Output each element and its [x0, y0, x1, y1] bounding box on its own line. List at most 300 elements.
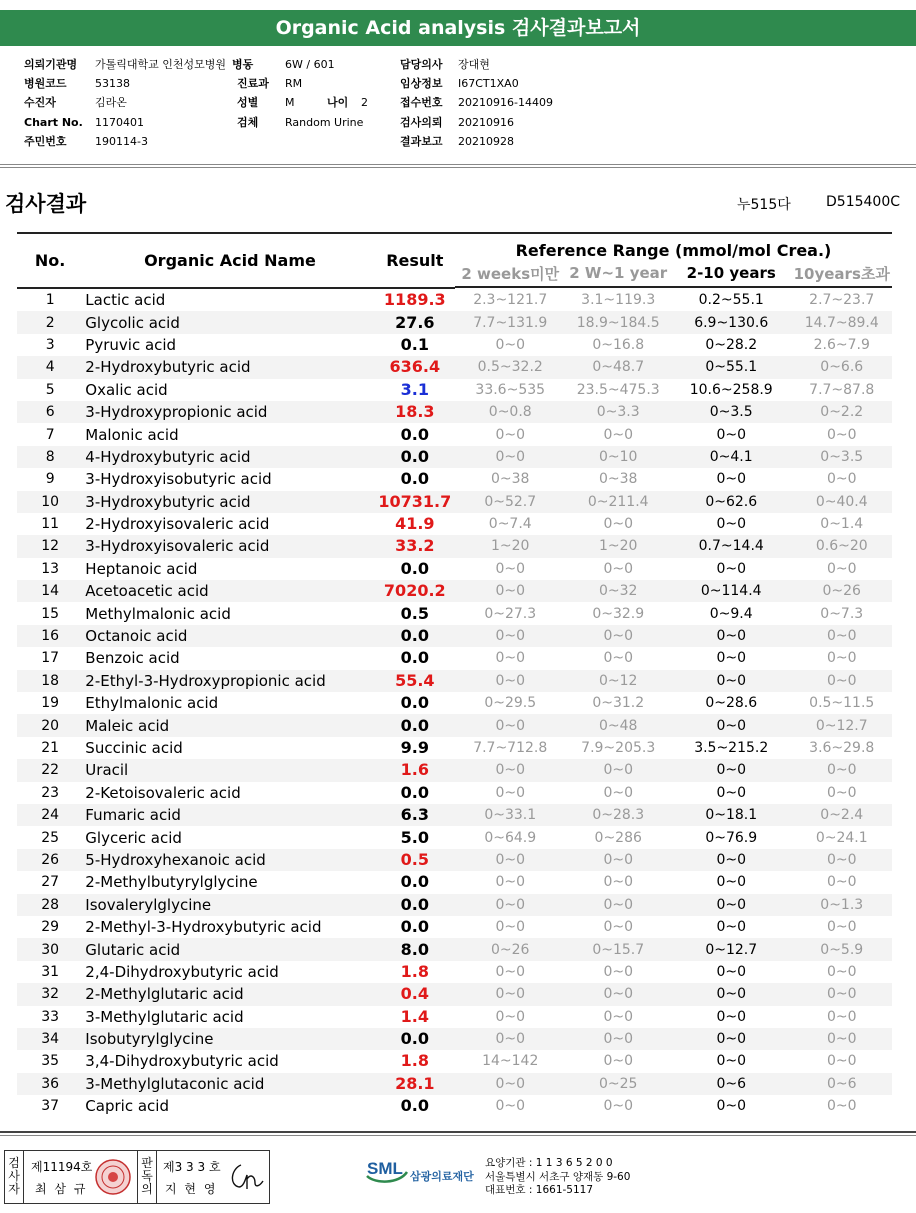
table-row — [17, 916, 892, 938]
row-ref-2-10y: 3.5~215.2 — [694, 740, 769, 756]
divider — [156, 1151, 157, 1203]
row-ref-2w-1y: 0~3.3 — [565, 401, 670, 423]
row-ref-2-10y: 0~0 — [716, 426, 746, 443]
row-result: 0.0 — [400, 469, 429, 489]
info-label: Chart No. — [24, 116, 83, 129]
row-no: 1 — [45, 292, 55, 309]
row-ref-2weeks: 0~0 — [455, 1028, 566, 1050]
table-row — [17, 849, 892, 871]
row-ref-10y: 0~0 — [826, 471, 857, 488]
info-label: 나이 — [327, 96, 349, 109]
row-no: 26 — [17, 849, 83, 871]
row-ref-10y: 0~2.4 — [792, 804, 893, 826]
row-name: 4-Hydroxybutyric acid — [83, 446, 374, 468]
info-value: M — [285, 96, 295, 109]
row-ref-2w-1y: 0~0 — [565, 625, 670, 647]
row-ref-10y: 0.5~11.5 — [809, 695, 875, 712]
row-name: 2-Ketoisovaleric acid — [85, 783, 241, 802]
row-ref-10y: 0~0 — [826, 560, 857, 577]
row-result: 0.5 — [375, 849, 455, 871]
signature-icon — [225, 1159, 265, 1195]
row-ref-2-10y: 0~12.7 — [671, 938, 792, 960]
row-ref-2-10y: 0~0 — [671, 983, 792, 1005]
row-ref-2w-1y: 0~0 — [603, 426, 633, 443]
results-body — [17, 288, 892, 1117]
row-ref-2-10y: 0~3.5 — [671, 401, 792, 423]
row-no: 36 — [17, 1073, 83, 1095]
row-ref-2w-1y: 0~0 — [603, 963, 633, 980]
row-no: 29 — [41, 919, 60, 936]
info-label: 검체 — [237, 116, 259, 129]
row-ref-2-10y: 0~0 — [716, 560, 746, 577]
row-ref-2-10y: 0~0 — [671, 670, 792, 692]
info-label: 병동 — [232, 58, 254, 71]
row-ref-2weeks: 0~7.4 — [488, 516, 532, 533]
header-reference: Reference Range (mmol/mol Crea.) — [515, 241, 832, 260]
row-no: 35 — [41, 1053, 60, 1070]
header-name: Organic Acid Name — [144, 251, 316, 270]
info-label: 병원코드 — [24, 77, 67, 90]
row-ref-2weeks: 0~0 — [495, 336, 525, 353]
row-no: 2 — [17, 311, 83, 333]
row-ref-2w-1y: 0~0 — [603, 1098, 633, 1115]
divider — [0, 1131, 916, 1133]
table-row — [17, 1073, 892, 1095]
info-value: 53138 — [95, 77, 130, 90]
table-row — [17, 625, 892, 647]
row-ref-2weeks: 0~0 — [495, 963, 525, 980]
row-no: 17 — [41, 650, 60, 667]
row-name: 3-Hydroxypropionic acid — [83, 401, 374, 423]
row-ref-10y: 0~0 — [792, 759, 893, 781]
row-name: 3-Hydroxyisovaleric acid — [83, 535, 374, 557]
row-result: 6.3 — [375, 804, 455, 826]
row-ref-2w-1y: 0~0 — [603, 516, 633, 533]
info-label: 임상정보 — [400, 77, 443, 90]
row-no: 31 — [41, 963, 60, 980]
row-result: 0.0 — [400, 424, 429, 444]
table-row — [17, 871, 892, 893]
row-name: 2-Ethyl-3-Hydroxypropionic acid — [83, 670, 374, 692]
row-result: 0.5 — [400, 603, 429, 623]
row-ref-2w-1y: 0~16.8 — [592, 336, 645, 353]
row-ref-2w-1y: 0~28.3 — [565, 804, 670, 826]
row-ref-2-10y: 10.6~258.9 — [689, 381, 773, 398]
row-ref-10y: 0~1.3 — [792, 894, 893, 916]
inspector-label: 검사자 — [8, 1156, 20, 1196]
row-ref-2w-1y: 0~0 — [603, 919, 633, 936]
row-ref-2weeks: 0~0 — [455, 849, 566, 871]
table-row — [17, 670, 892, 692]
row-name: 5-Hydroxyhexanoic acid — [83, 849, 374, 871]
row-name: 3,4-Dihydroxybutyric acid — [85, 1052, 279, 1071]
row-ref-2weeks: 0~0 — [455, 670, 566, 692]
row-name: 2-Methylbutyrylglycine — [85, 873, 258, 892]
row-name: Ethylmalonic acid — [85, 694, 219, 713]
sml-logo-text: SML — [367, 1159, 403, 1178]
divider — [0, 167, 916, 168]
row-ref-2w-1y: 0~211.4 — [565, 491, 670, 513]
row-ref-2w-1y: 0~0 — [603, 874, 633, 891]
row-ref-10y: 0~0 — [826, 650, 857, 667]
row-ref-2-10y: 0~0 — [671, 714, 792, 736]
row-ref-2-10y: 6.9~130.6 — [671, 311, 792, 333]
row-ref-10y: 0~5.9 — [792, 938, 893, 960]
row-ref-10y: 0~0 — [826, 1053, 857, 1070]
row-no: 9 — [45, 471, 55, 488]
row-ref-2weeks: 0~0 — [455, 625, 566, 647]
table-row — [17, 401, 892, 423]
row-ref-2weeks: 0~64.9 — [484, 829, 537, 846]
info-value: 6W / 601 — [285, 58, 335, 71]
row-ref-10y: 0~0 — [792, 670, 893, 692]
row-ref-2w-1y: 0~32.9 — [592, 605, 645, 622]
row-ref-10y: 0~0 — [792, 1028, 893, 1050]
table-row — [17, 647, 892, 669]
info-value: 장대현 — [458, 58, 490, 71]
row-ref-2-10y: 0~0 — [716, 874, 746, 891]
row-no: 8 — [17, 446, 83, 468]
row-no: 13 — [41, 560, 60, 577]
row-ref-2w-1y: 0~25 — [565, 1073, 670, 1095]
table-row — [17, 938, 892, 960]
reviewer-name: 지 현 영 — [165, 1182, 218, 1196]
patient-info — [0, 50, 916, 160]
row-name: Octanoic acid — [83, 625, 374, 647]
info-label: 검사의뢰 — [400, 116, 443, 129]
divider — [0, 164, 916, 165]
row-ref-2-10y: 0~0 — [716, 1008, 746, 1025]
info-label: 수진자 — [24, 96, 56, 109]
row-no: 15 — [41, 605, 60, 622]
row-result: 0.0 — [375, 714, 455, 736]
row-result: 0.0 — [375, 1028, 455, 1050]
row-result: 0.0 — [400, 693, 429, 713]
row-ref-2w-1y: 0~31.2 — [592, 695, 645, 712]
row-ref-2w-1y: 18.9~184.5 — [565, 311, 670, 333]
row-name: 2-Hydroxybutyric acid — [83, 356, 374, 378]
row-result: 0.0 — [400, 648, 429, 668]
org-details — [485, 1157, 630, 1198]
row-name: Maleic acid — [83, 714, 374, 736]
row-result: 0.0 — [375, 625, 455, 647]
row-no: 10 — [17, 491, 83, 513]
row-ref-2w-1y: 0~0 — [603, 784, 633, 801]
row-no: 20 — [17, 714, 83, 736]
row-ref-2w-1y: 0~286 — [594, 829, 642, 846]
row-ref-10y: 0~0 — [826, 874, 857, 891]
row-ref-2weeks: 0~0 — [495, 1008, 525, 1025]
row-name: Pyruvic acid — [85, 335, 177, 354]
row-ref-2w-1y: 0~0 — [565, 983, 670, 1005]
info-value: 가톨릭대학교 인천성모병원 — [95, 58, 227, 71]
header-no: No. — [34, 251, 66, 270]
row-ref-10y: 0~6.6 — [792, 356, 893, 378]
row-no: 7 — [45, 426, 55, 443]
info-value: 20210928 — [458, 135, 514, 148]
row-ref-2w-1y: 3.1~119.3 — [581, 291, 656, 308]
row-ref-10y: 0~0 — [826, 1008, 857, 1025]
org-line: 요양기관 : 1 1 3 6 5 2 0 0 — [485, 1157, 613, 1169]
row-result: 5.0 — [400, 827, 429, 847]
row-ref-10y: 0~3.5 — [792, 446, 893, 468]
section-code: 누515다 — [737, 197, 791, 213]
inspector-name: 최 삼 규 — [35, 1182, 88, 1196]
org-line: 대표번호 : 1661-5117 — [485, 1184, 594, 1196]
table-row — [17, 580, 892, 602]
table-row — [17, 894, 892, 916]
row-ref-2weeks: 0~33.1 — [455, 804, 566, 826]
info-row — [0, 93, 916, 112]
row-name: Heptanoic acid — [85, 559, 198, 578]
row-no: 25 — [41, 829, 60, 846]
row-ref-2weeks: 0~0 — [495, 1098, 525, 1115]
table-row — [17, 602, 892, 624]
row-no: 4 — [17, 356, 83, 378]
row-result: 27.6 — [375, 311, 455, 333]
report-title-banner — [0, 10, 916, 46]
row-no: 34 — [17, 1028, 83, 1050]
row-name: Acetoacetic acid — [83, 580, 374, 602]
row-result: 0.1 — [400, 334, 429, 354]
row-ref-10y: 0~26 — [792, 580, 893, 602]
row-no: 24 — [17, 804, 83, 826]
divider — [0, 1135, 916, 1136]
row-name: 3-Hydroxyisobutyric acid — [85, 470, 272, 489]
row-ref-2weeks: 0~0 — [495, 650, 525, 667]
table-row — [17, 759, 892, 781]
info-value: 2 — [361, 96, 368, 109]
row-no: 22 — [17, 759, 83, 781]
info-label: 성별 — [237, 96, 259, 109]
info-label: 진료과 — [237, 77, 269, 90]
row-ref-2weeks: 0~0 — [455, 580, 566, 602]
row-no: 21 — [41, 740, 60, 756]
row-ref-10y: 0~0 — [792, 983, 893, 1005]
row-result: 0.0 — [375, 894, 455, 916]
row-name: Isobutyrylglycine — [83, 1028, 374, 1050]
row-name: Methylmalonic acid — [85, 604, 231, 623]
row-result: 1.8 — [400, 1051, 429, 1071]
row-ref-2w-1y: 0~0 — [565, 1028, 670, 1050]
row-ref-2weeks: 0~0 — [455, 1073, 566, 1095]
row-ref-2weeks: 0~0 — [455, 759, 566, 781]
row-name: Glutaric acid — [83, 938, 374, 960]
row-ref-2-10y: 0~0 — [716, 784, 746, 801]
row-ref-2-10y: 0~28.2 — [705, 336, 758, 353]
row-result: 33.2 — [375, 535, 455, 557]
row-name: Succinic acid — [85, 739, 183, 757]
row-ref-10y: 7.7~87.8 — [809, 381, 875, 398]
row-no: 33 — [41, 1008, 60, 1025]
row-name: 2,4-Dihydroxybutyric acid — [85, 962, 279, 981]
row-no: 6 — [17, 401, 83, 423]
row-ref-2-10y: 0~114.4 — [671, 580, 792, 602]
header-ref-2-10y: 2-10 years — [671, 260, 792, 287]
table-row — [17, 826, 892, 848]
row-ref-2weeks: 1~20 — [455, 535, 566, 557]
row-ref-2-10y: 0~28.6 — [705, 695, 758, 712]
row-no: 32 — [17, 983, 83, 1005]
row-ref-2-10y: 0~62.6 — [671, 491, 792, 513]
row-no: 27 — [41, 874, 60, 891]
row-result: 0.0 — [400, 872, 429, 892]
row-ref-2w-1y: 0~32 — [565, 580, 670, 602]
org-line: 서울특별시 서초구 양재동 9-60 — [485, 1170, 631, 1183]
info-value: 김라온 — [95, 96, 127, 109]
seal-stamp-icon — [93, 1157, 133, 1197]
row-ref-10y: 0~0 — [826, 963, 857, 980]
info-value: 1170401 — [95, 116, 144, 129]
row-ref-10y: 0~0 — [826, 1098, 857, 1115]
row-no: 16 — [17, 625, 83, 647]
row-ref-2weeks: 0~0 — [495, 560, 525, 577]
row-name: Isovalerylglycine — [83, 894, 374, 916]
signature-box — [4, 1150, 270, 1204]
row-ref-2w-1y: 0~15.7 — [565, 938, 670, 960]
row-ref-2weeks: 14~142 — [482, 1053, 539, 1070]
row-result: 0.0 — [400, 917, 429, 937]
row-result: 0.0 — [375, 446, 455, 468]
row-no: 12 — [17, 535, 83, 557]
row-name: 3-Methylglutaric acid — [85, 1007, 244, 1026]
row-result: 41.9 — [395, 514, 435, 534]
table-row — [17, 961, 892, 983]
row-ref-10y: 2.7~23.7 — [809, 291, 875, 308]
table-row — [17, 491, 892, 513]
row-ref-2-10y: 0~6 — [671, 1073, 792, 1095]
info-value: 190114-3 — [95, 135, 148, 148]
row-result: 0.0 — [400, 558, 429, 578]
row-ref-2-10y: 0~0 — [716, 963, 746, 980]
row-result: 1.4 — [400, 1006, 429, 1026]
row-no: 18 — [17, 670, 83, 692]
table-row — [17, 782, 892, 804]
row-ref-2-10y: 0~0 — [716, 1053, 746, 1070]
table-row — [17, 288, 892, 311]
row-ref-10y: 0~24.1 — [815, 829, 868, 846]
row-ref-2-10y: 0~0 — [716, 516, 746, 533]
row-ref-2weeks: 0~27.3 — [484, 605, 537, 622]
org-name: 삼광의료재단 — [410, 1170, 474, 1183]
row-result: 0.0 — [400, 1096, 429, 1116]
info-value: Random Urine — [285, 116, 364, 129]
row-result: 9.9 — [400, 738, 429, 757]
row-ref-2weeks: 0~29.5 — [484, 695, 537, 712]
row-name: Glyceric acid — [85, 828, 182, 847]
row-ref-2w-1y: 0~38 — [598, 471, 638, 488]
row-ref-2weeks: 0~0.8 — [455, 401, 566, 423]
row-ref-10y: 3.6~29.8 — [809, 740, 875, 756]
table-row — [17, 983, 892, 1005]
row-ref-2-10y: 0~0 — [716, 471, 746, 488]
reviewer-license: 제3 3 3 호 — [163, 1160, 221, 1174]
table-row — [17, 423, 892, 445]
row-result: 636.4 — [375, 356, 455, 378]
row-ref-2-10y: 0~0 — [716, 919, 746, 936]
row-ref-2-10y: 0~4.1 — [671, 446, 792, 468]
row-no: 5 — [45, 381, 55, 398]
header-ref-2weeks: 2 weeks미만 — [455, 260, 566, 287]
section-title: 검사결과 — [5, 192, 87, 216]
row-ref-10y: 0~40.4 — [792, 491, 893, 513]
row-no: 37 — [41, 1098, 60, 1115]
info-row — [0, 113, 916, 132]
report-title: Organic Acid analysis 검사결과보고서 — [275, 17, 641, 39]
header-result: Result — [386, 251, 444, 270]
row-ref-2weeks: 2.3~121.7 — [473, 291, 548, 308]
table-row — [17, 446, 892, 468]
row-ref-2-10y: 0~0 — [716, 1098, 746, 1115]
info-label: 의뢰기관명 — [24, 58, 78, 71]
org-logo — [365, 1154, 409, 1192]
row-name: Glycolic acid — [83, 311, 374, 333]
row-result: 1.8 — [400, 961, 429, 981]
row-ref-10y: 0~0 — [826, 426, 857, 443]
row-no: 3 — [45, 336, 55, 353]
row-ref-2-10y: 0~55.1 — [671, 356, 792, 378]
row-name: Malonic acid — [85, 425, 179, 444]
row-ref-10y: 0~0 — [826, 919, 857, 936]
row-ref-2weeks: 0~26 — [455, 938, 566, 960]
info-label: 담당의사 — [400, 58, 443, 71]
row-ref-2-10y: 0~9.4 — [709, 605, 753, 622]
reviewer-label: 판독의 — [141, 1156, 153, 1196]
table-row — [17, 692, 892, 714]
row-ref-10y: 0~0 — [826, 784, 857, 801]
row-result: 55.4 — [375, 670, 455, 692]
row-ref-10y: 0~1.4 — [820, 516, 864, 533]
row-result: 28.1 — [375, 1073, 455, 1095]
row-ref-2weeks: 0~0 — [495, 784, 525, 801]
info-value: RM — [285, 77, 303, 90]
row-result: 7020.2 — [375, 580, 455, 602]
table-row — [17, 379, 892, 401]
table-row — [17, 1028, 892, 1050]
row-ref-2w-1y: 0~10 — [565, 446, 670, 468]
row-ref-2-10y: 0~18.1 — [671, 804, 792, 826]
row-name: Oxalic acid — [85, 380, 168, 399]
row-no: 11 — [41, 516, 60, 533]
row-ref-10y: 0~2.2 — [792, 401, 893, 423]
row-ref-2-10y: 0~0 — [716, 650, 746, 667]
row-ref-2weeks: 0~52.7 — [455, 491, 566, 513]
row-name: 2-Methyl-3-Hydroxybutyric acid — [85, 918, 322, 937]
row-ref-2w-1y: 0~0 — [565, 849, 670, 871]
row-ref-2w-1y: 0~12 — [565, 670, 670, 692]
info-row — [0, 55, 916, 74]
row-ref-2w-1y: 0~0 — [603, 560, 633, 577]
row-result: 0.4 — [375, 983, 455, 1005]
row-ref-2weeks: 33.6~535 — [475, 381, 546, 398]
row-ref-2weeks: 0~0 — [455, 894, 566, 916]
row-name: Lactic acid — [85, 291, 166, 310]
row-name: Fumaric acid — [83, 804, 374, 826]
info-label: 주민번호 — [24, 135, 67, 148]
row-ref-2-10y: 0~0 — [671, 759, 792, 781]
row-ref-2-10y: 0~0 — [671, 625, 792, 647]
row-ref-2-10y: 0~0 — [671, 1028, 792, 1050]
table-row — [17, 1006, 892, 1028]
inspector-license: 제11194호 — [31, 1160, 93, 1174]
info-row — [0, 74, 916, 93]
row-ref-2w-1y: 1~20 — [565, 535, 670, 557]
row-result: 0.0 — [400, 782, 429, 802]
row-ref-10y: 2.6~7.9 — [813, 336, 870, 353]
row-ref-2weeks: 0~0 — [455, 983, 566, 1005]
table-row — [17, 714, 892, 736]
row-ref-10y: 0~0 — [792, 849, 893, 871]
